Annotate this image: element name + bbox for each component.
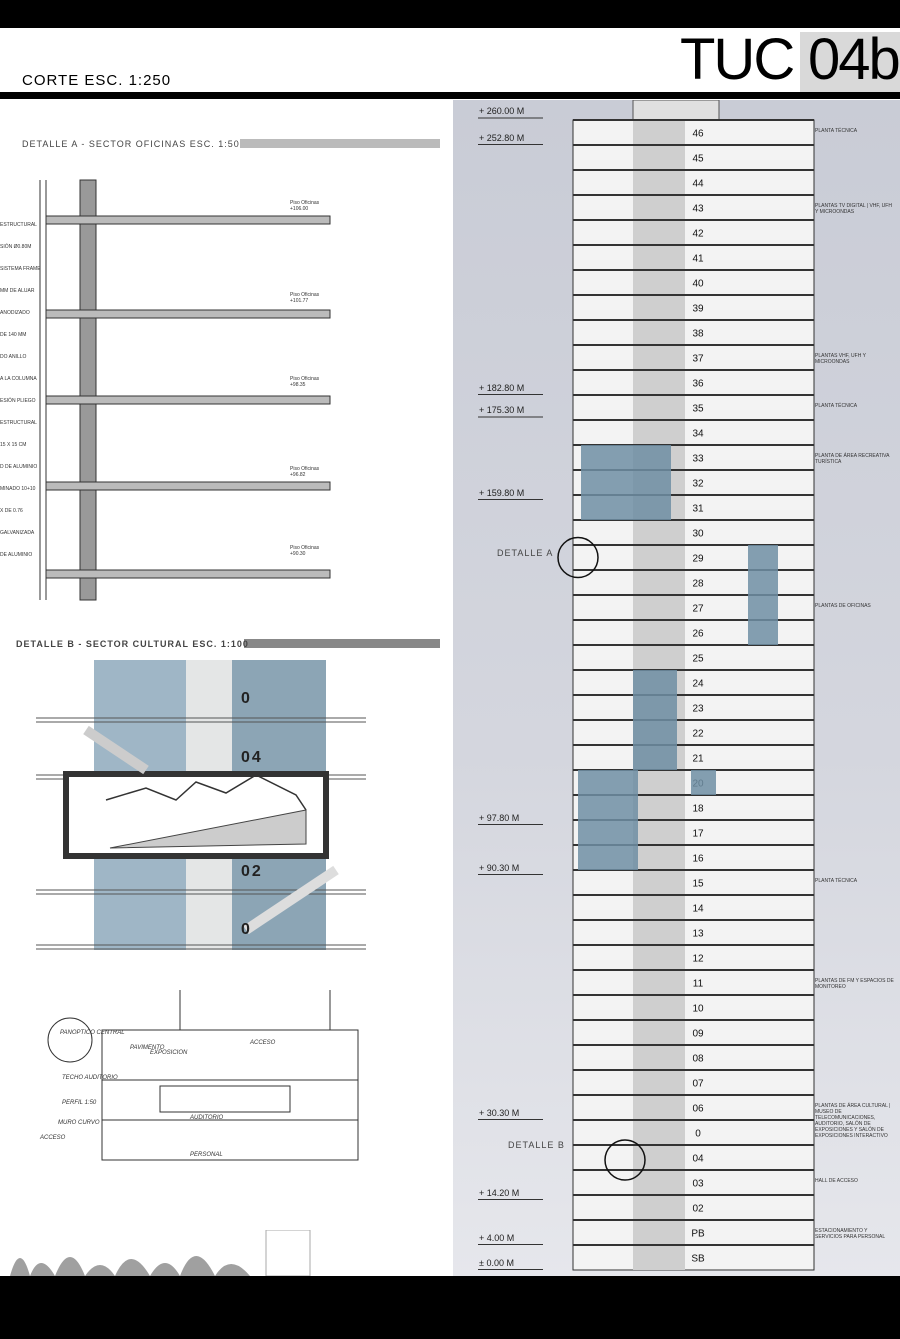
sketch-note: PAVIMENTO bbox=[130, 1045, 165, 1051]
top-black-bar bbox=[0, 0, 900, 28]
sketch-note: PERFIL 1:50 bbox=[62, 1100, 97, 1106]
tower-level-label: ± 0.00 M bbox=[479, 1257, 514, 1268]
sketch-note: ACCESO bbox=[40, 1135, 66, 1141]
tower-floor-number: 32 bbox=[692, 478, 704, 490]
tower-floor-number: 07 bbox=[692, 1078, 704, 1090]
tower-annotation: PLANTA DE ÁREA RECREATIVA TURÍSTICA bbox=[815, 453, 890, 465]
detail-a-side-note: 15 X 15 CM bbox=[0, 442, 27, 448]
detail-a-side-note: MINADO 10+10 bbox=[0, 486, 36, 492]
detail-a-side-note: GALVANIZADA bbox=[0, 530, 35, 536]
sheet-code bbox=[672, 28, 900, 92]
tower-floor-number: 09 bbox=[692, 1028, 704, 1040]
detail-a-side-note: DE ALUMINIO bbox=[0, 552, 33, 558]
tower-floor-number: 22 bbox=[692, 728, 704, 740]
tower-level-label: + 14.20 M bbox=[479, 1187, 520, 1198]
tower-floor-number: 36 bbox=[692, 378, 704, 390]
tower-floor-number: 03 bbox=[692, 1178, 704, 1190]
detail-a-side-note: DE 140 MM bbox=[0, 332, 27, 338]
detail-b-floor-label: 02 bbox=[241, 863, 263, 880]
tower-floor-number: 15 bbox=[692, 878, 704, 890]
tower-floor-number: 46 bbox=[692, 128, 704, 140]
detail-b-title: DETALLE B - SECTOR CULTURAL ESC. 1:100 bbox=[16, 639, 249, 649]
tower-floor-number: 21 bbox=[692, 753, 704, 765]
tower-floor-number: 17 bbox=[692, 828, 704, 840]
tower-floor-number: 40 bbox=[692, 278, 704, 290]
detail-a-floor-label: Piso Oficinas +106.00 bbox=[290, 200, 320, 212]
detail-a-drawing bbox=[0, 160, 445, 610]
detail-a-side-note: D DE ALUMINIO bbox=[0, 464, 38, 470]
tower-floor-number: SB bbox=[691, 1253, 705, 1265]
tower-floor-number: 33 bbox=[692, 453, 704, 465]
detail-a-floor-label: Piso Oficinas +101.77 bbox=[290, 292, 320, 304]
tower-floor-number: 38 bbox=[692, 328, 704, 340]
tower-level-label: + 30.30 M bbox=[479, 1107, 520, 1118]
detail-a-side-note: SIÓN Ø0.80M bbox=[0, 244, 32, 250]
tower-level-label: + 97.80 M bbox=[479, 812, 520, 823]
tower-floor-number: 44 bbox=[692, 178, 704, 190]
tower-floor-number: 08 bbox=[692, 1053, 704, 1065]
sketch-note: TECHO AUDITORIO bbox=[62, 1075, 118, 1081]
tower-floor-number: 14 bbox=[692, 903, 704, 915]
tower-floor-number: 30 bbox=[692, 528, 704, 540]
sketch-note: PANOPTICO CENTRAL bbox=[60, 1030, 125, 1036]
detail-a-floor-label: Piso Oficinas +96.82 bbox=[290, 466, 320, 478]
detail-a-title-bar bbox=[240, 139, 440, 148]
detail-b-floor-label: 04 bbox=[241, 749, 263, 766]
detail-a-side-note: SISTEMA FRAME bbox=[0, 266, 41, 272]
sketch-note: PERSONAL bbox=[190, 1152, 223, 1158]
tower-floor-number: 29 bbox=[692, 553, 704, 565]
sheet-code-suffix: 04b bbox=[808, 27, 899, 92]
tower-annotation: HALL DE ACCESO bbox=[815, 1178, 858, 1184]
sketch-note: ACCESO bbox=[250, 1040, 276, 1046]
detail-a-floor-label: Piso Oficinas +98.35 bbox=[290, 376, 320, 388]
tower-level-label: + 159.80 M bbox=[479, 487, 525, 498]
sketch-note: AUDITORIO bbox=[190, 1115, 224, 1121]
tower-floor-number: 27 bbox=[692, 603, 704, 615]
tower-floor-number: 39 bbox=[692, 303, 704, 315]
detail-b-marker: DETALLE B bbox=[508, 1140, 565, 1150]
tower-annotation: PLANTAS DE OFICINAS bbox=[815, 603, 871, 609]
tower-level-label: + 182.80 M bbox=[479, 382, 525, 393]
detail-a-side-note: ANODIZADO bbox=[0, 310, 30, 316]
tower-annotation: PLANTAS VHF, UFH Y MICROONDAS bbox=[815, 353, 866, 365]
tower-level-label: + 252.80 M bbox=[479, 132, 525, 143]
sketch-note: MURO CURVO bbox=[58, 1120, 100, 1126]
detail-a-side-note: ESTRUCTURAL bbox=[0, 420, 37, 426]
tower-annotation: ESTACIONAMIENTO Y SERVICIOS PARA PERSONAL bbox=[815, 1228, 886, 1240]
tower-floor-number: 02 bbox=[692, 1203, 704, 1215]
detail-a-side-note: ESTRUCTURAL bbox=[0, 222, 37, 228]
trees-silhouette bbox=[0, 1230, 410, 1278]
tower-floor-number: 28 bbox=[692, 578, 704, 590]
tower-annotation: PLANTAS DE ÁREA CULTURAL | MUSEO DE TELECOMUNICACIONES, AUDITORIO, SALÓN DE EXPOSICIONES Y SALÓN DE EXPOSICIONES INTERACTIVO bbox=[815, 1103, 891, 1139]
tower-level-label: + 90.30 M bbox=[479, 862, 520, 873]
tower-level-label: + 260.00 M bbox=[479, 106, 525, 116]
tower-floor-number: 41 bbox=[692, 253, 704, 265]
detail-a-side-note: DO ANILLO bbox=[0, 354, 27, 360]
detail-a-side-note: A LA COLUMNA bbox=[0, 376, 37, 382]
detail-b-title-bar bbox=[244, 639, 440, 648]
detail-a-side-note: X DE 0.76 bbox=[0, 508, 23, 514]
detail-a-side-note: MM DE ALUAR bbox=[0, 288, 35, 294]
tower-floor-number: 37 bbox=[692, 353, 704, 365]
tower-floor-number: 42 bbox=[692, 228, 704, 240]
tower-floor-number: 11 bbox=[692, 978, 704, 990]
detail-a-side-note: ESIÓN PLIEGO bbox=[0, 398, 36, 404]
tower-floor-number: 43 bbox=[692, 203, 704, 215]
sketch-note: EXPOSICION bbox=[150, 1050, 188, 1056]
tower-floor-number: PB bbox=[691, 1228, 705, 1240]
detail-b-floor-label: 0 bbox=[241, 690, 252, 707]
tower-floor-number: 24 bbox=[692, 678, 704, 690]
tower-floor-number: 12 bbox=[692, 953, 704, 965]
tower-floor-number: 23 bbox=[692, 703, 704, 715]
tower-floor-number: 16 bbox=[692, 853, 704, 865]
tower-annotation: PLANTAS DE FM Y ESPACIOS DE MONITOREO bbox=[815, 978, 894, 990]
section-heading: CORTE ESC. 1:250 bbox=[22, 72, 172, 89]
tower-floor-number: 45 bbox=[692, 153, 704, 165]
tower-floor-number: 26 bbox=[692, 628, 704, 640]
detail-b-drawing bbox=[36, 660, 440, 960]
tower-floor-number: 10 bbox=[692, 1003, 704, 1015]
tower-floor-number: 13 bbox=[692, 928, 704, 940]
tower-floor-number: 25 bbox=[692, 653, 704, 665]
tower-annotation: PLANTAS TV DIGITAL | VHF, UFH Y MICROONDAS bbox=[815, 203, 892, 215]
tower-level-label: + 4.00 M bbox=[479, 1232, 515, 1243]
tower-floor-number: 0 bbox=[695, 1128, 701, 1140]
tower-floor-number: 06 bbox=[692, 1103, 704, 1115]
tower-annotation: PLANTA TÉCNICA bbox=[815, 403, 858, 409]
sheet-code-prefix: TUC bbox=[680, 27, 794, 92]
header-rule bbox=[0, 92, 900, 99]
tower-floor-number: 18 bbox=[692, 803, 704, 815]
detail-a-title: DETALLE A - SECTOR OFICINAS ESC. 1:50 bbox=[22, 139, 240, 149]
tower-floor-number: 34 bbox=[692, 428, 704, 440]
tower-floor-number: 35 bbox=[692, 403, 704, 415]
ground-base bbox=[0, 1276, 900, 1339]
tower-floor-number: 04 bbox=[692, 1153, 704, 1165]
detail-a-floor-label: Piso Oficinas +90.30 bbox=[290, 545, 320, 557]
tower-floor-number: 31 bbox=[692, 503, 704, 515]
tower-level-label: + 175.30 M bbox=[479, 405, 525, 415]
tower-annotation: PLANTA TÉCNICA bbox=[815, 878, 858, 884]
tower-annotation: PLANTA TÉCNICA bbox=[815, 128, 858, 134]
detail-a-marker: DETALLE A bbox=[497, 547, 554, 558]
detail-b-floor-label: 0 bbox=[241, 921, 252, 938]
